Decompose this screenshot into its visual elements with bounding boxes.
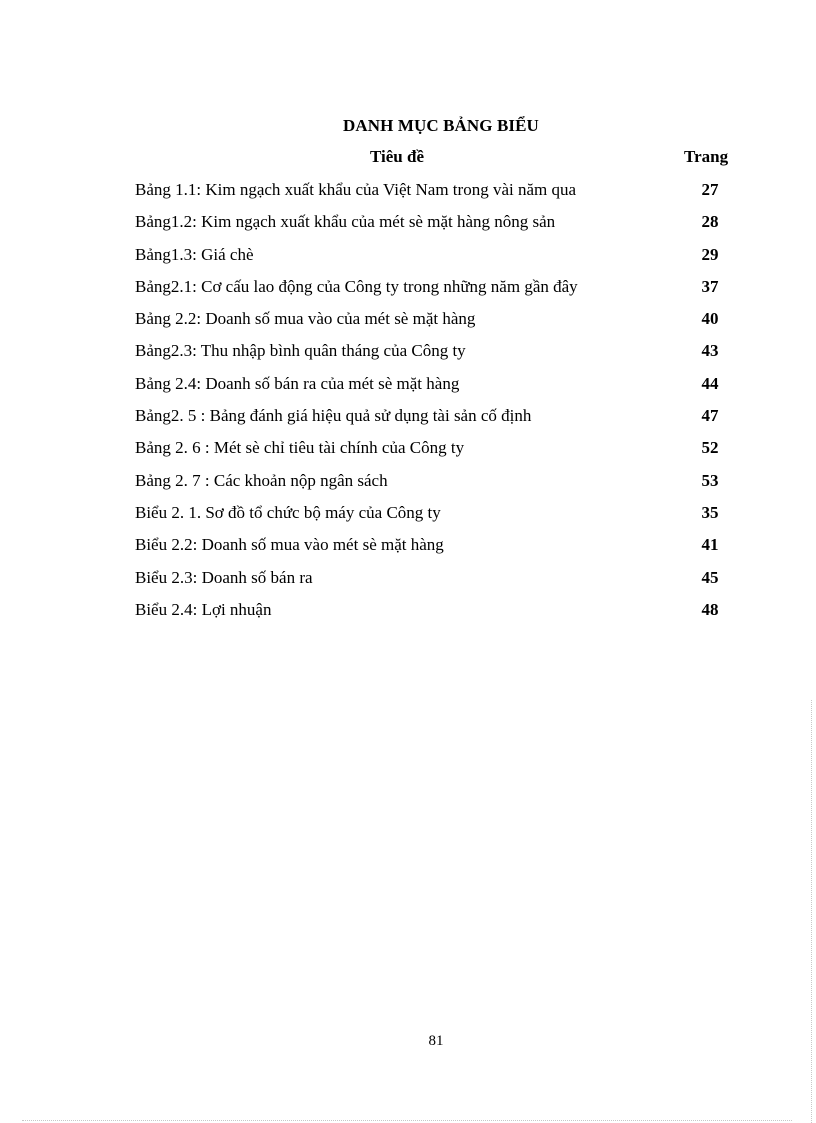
toc-entry-page: 52 xyxy=(701,438,719,458)
toc-entry xyxy=(0,306,816,338)
toc-entry-label: Bảng 2.4: Doanh số bán ra của mét sè mặt hàng xyxy=(135,373,460,393)
page-border-right xyxy=(811,700,812,1123)
toc-entry-page: 48 xyxy=(701,599,719,619)
toc-entry-label: Bảng 1.1: Kim ngạch xuất khẩu của Việt Nam trong vài năm qua xyxy=(135,180,577,199)
toc-entry xyxy=(0,435,816,467)
toc-entry-page: 41 xyxy=(701,535,719,555)
title-column-header: Tiêu đề xyxy=(370,147,425,166)
toc-entry-label: Bảng2. 5 : Bảng đánh giá hiệu quả sử dụng tài sản cố định xyxy=(135,406,532,426)
toc-entry-label: Biểu 2.2: Doanh số mua vào mét sè mặt hàng xyxy=(135,535,444,555)
toc-entry xyxy=(0,468,816,500)
toc-entry-page: 27 xyxy=(701,180,719,199)
toc-entry-label: Biểu 2. 1. Sơ đồ tổ chức bộ máy của Công ty xyxy=(135,502,441,522)
toc-entry xyxy=(0,403,816,435)
toc-entry-page: 28 xyxy=(701,212,719,232)
toc-entry-page: 45 xyxy=(701,567,719,587)
toc-entry xyxy=(0,209,816,241)
toc-entry-label: Biểu 2.4: Lợi nhuận xyxy=(135,599,272,619)
page-border-bottom xyxy=(22,1120,792,1121)
page-number: 81 xyxy=(428,1033,444,1049)
toc-entry xyxy=(0,500,816,532)
toc-entry-label: Bảng2.1: Cơ cấu lao động của Công ty trong những năm gần đây xyxy=(135,276,578,296)
toc-entry-label: Bảng 2.2: Doanh số mua vào của mét sè mặt hàng xyxy=(135,309,476,329)
toc-entry-page: 44 xyxy=(701,373,719,393)
toc-entry xyxy=(0,597,816,629)
toc-entry xyxy=(0,371,816,403)
toc-header-row xyxy=(0,147,816,171)
toc-entry-label: Biểu 2.3: Doanh số bán ra xyxy=(135,567,313,587)
toc-entry-label: Bảng 2. 6 : Mét sè chỉ tiêu tài chính của Công ty xyxy=(135,438,465,458)
toc-entry-page: 29 xyxy=(701,244,719,264)
toc-entry-page: 40 xyxy=(701,309,719,329)
toc-entry-label: Bảng2.3: Thu nhập bình quân tháng của Công ty xyxy=(135,341,466,361)
toc-entry xyxy=(0,565,816,597)
toc-entry-label: Bảng 2. 7 : Các khoản nộp ngân sách xyxy=(135,470,388,490)
toc-entry-page: 43 xyxy=(701,341,719,361)
toc-entry-page: 53 xyxy=(701,470,719,490)
page-title: DANH MỤC BẢNG BIỂU xyxy=(343,116,539,135)
toc-entry xyxy=(0,274,816,306)
toc-entry xyxy=(0,242,816,274)
toc-entry-page: 35 xyxy=(701,502,719,522)
toc-entry xyxy=(0,338,816,370)
toc-entry xyxy=(0,532,816,564)
toc-entry-page: 47 xyxy=(701,406,719,426)
toc-entry xyxy=(0,177,816,209)
toc-entry-page: 37 xyxy=(701,276,719,296)
toc-entry-label: Bảng1.3: Giá chè xyxy=(135,244,254,264)
toc-entry-label: Bảng1.2: Kim ngạch xuất khẩu của mét sè mặt hàng nông sản xyxy=(135,212,556,232)
toc-list xyxy=(0,177,816,629)
page-column-header: Trang xyxy=(684,147,729,166)
